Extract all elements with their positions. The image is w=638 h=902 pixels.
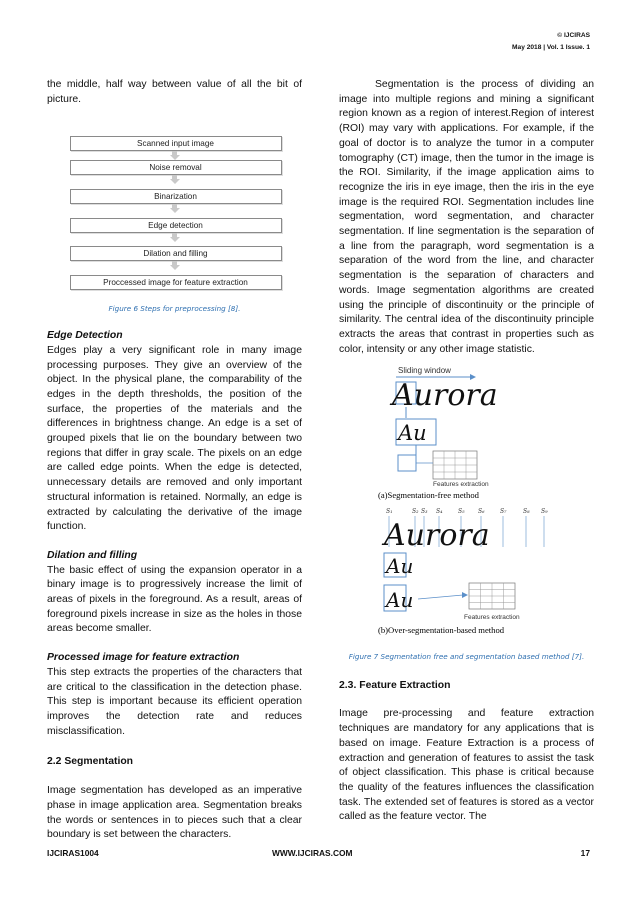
flow-arrow-icon [170, 151, 180, 160]
intro-paragraph: the middle, half way between value of all the bit of picture. [47, 79, 302, 105]
arrow-head-icon [462, 592, 468, 598]
page-header [512, 30, 590, 54]
edge-detection-heading: Edge Detection [47, 330, 123, 342]
segment-piece-2: Au [385, 588, 413, 613]
processed-paragraph: This step extracts the properties of the characters that are critical to the classification in the detection phase. This step is important because its efficient operation improves the detection rate and reduces misclassification. [47, 666, 302, 737]
flow-step-dilation: Dilation and filling [70, 246, 282, 261]
grid-connector [418, 595, 463, 599]
segmentation-paragraph: Segmentation is the process of dividing an image into multiple regions and mining a significant region known as a region of interest.Region of interest (ROI) may vary with applications. For example, if the goal of doctor is to analyze the tumor in a computer tomography (CT) image, then the tumor in the image is the ROI. Similarity, if the image application aims to recognize the iris in eye image, then the iris in the eye image is the required ROI. Segmentation includes line segmentation, word segmentation, and character segmentation. If line segmentation is the separation of a line from the paragraph, word segmentation is a separation of the word from the line, and character segmentation is the separation of characters and words. Image segmentation algorithms are created using the principle of discontinuity or the principle of similarity. The central idea of the discontinuity principle extracts the areas that contrast in properties such as color, intensity or any other image statistic. [339, 79, 594, 355]
segmentation-free-label: (a)Segmentation-free method [377, 490, 479, 501]
sliding-window-label: Sliding window [397, 366, 451, 376]
handwritten-word-a: Aurora [391, 378, 498, 414]
flow-arrow-icon [170, 261, 180, 270]
flow-step-scanned: Scanned input image [70, 136, 282, 151]
svg-text:S₇: S₇ [499, 508, 507, 516]
flow-arrow-icon [170, 175, 180, 184]
edge-detection-paragraph: Edges play a very significant role in many image processing purposes. They give an overview of the object. In the physical plane, the comparability of the edges in the depth thresholds, the position of the surface, the properties of the materials and the differences in brightness change. An edge is a set of grouped pixels that lie on the boundary between two regions that differ in gray scale. The pixels on an edge are called edge points. When the edge is detected, unnecessary details are removed and only important structural information is retained. Normally, an edge is extracted by calculating the derivative of the image function. [47, 344, 302, 533]
svg-text:S₂: S₂ [411, 508, 419, 516]
figure7-caption: Figure 7 Segmentation free and segmentation based method [7]. [348, 652, 585, 662]
footer-id: IJCIRAS1004 [47, 848, 99, 858]
preprocessing-flowchart [70, 136, 280, 298]
svg-text:S₁: S₁ [385, 508, 393, 516]
processed-heading: Processed image for feature extraction [47, 652, 240, 664]
window-small-box [398, 455, 416, 471]
figure7 [378, 363, 556, 647]
svg-text:S₄: S₄ [435, 508, 443, 516]
handwritten-word-b: Aurora [383, 518, 490, 554]
feature-grid-b [469, 583, 515, 609]
svg-text:S₉: S₉ [540, 508, 548, 516]
segmentation-heading: 2.2 Segmentation [47, 756, 134, 768]
right-column [339, 78, 594, 825]
segment-markers [386, 508, 548, 515]
window-crop-text: Au [397, 421, 427, 446]
flow-arrow-icon [170, 233, 180, 242]
feature-extraction-paragraph: Image pre-processing and feature extraction techniques are mandatory for any applications that is based on image. Feature Extraction is a process of extraction and generation of features to assist the task of object classification. This phase is critical because the quality of the features influences the classification task. The extended set of features is stored as a vector called as the feature vector. The [339, 708, 594, 823]
feature-extraction-heading: 2.3. Feature Extraction [339, 679, 451, 691]
feature-grid-a [433, 451, 477, 479]
flow-arrow-icon [170, 204, 180, 213]
header-issue: May 2018 | Vol. 1 Issue. 1 [512, 44, 590, 51]
svg-text:S₅: S₅ [457, 508, 465, 516]
flow-step-processed: Proccessed image for feature extraction [70, 275, 282, 290]
footer-page-number: 17 [580, 848, 590, 858]
flow-step-edge: Edge detection [70, 218, 282, 233]
features-extraction-label-b: Features extraction [463, 614, 520, 622]
footer-website: WWW.IJCIRAS.COM [272, 848, 353, 858]
flow-step-noise: Noise removal [70, 160, 282, 175]
features-extraction-label-a: Features extraction [432, 481, 489, 489]
figure7-illustration [378, 363, 556, 641]
segmentation-intro-paragraph: Image segmentation has developed as an imperative phase in image application area. Segmentation breaks the words or sentences in to pieces such that a clear boundary is set between the characters. [47, 785, 302, 841]
svg-text:S₃: S₃ [420, 508, 428, 516]
svg-text:S₆: S₆ [477, 508, 485, 516]
dilation-paragraph: The basic effect of using the expansion operator in a binary image is to progressively increase the limit of areas of pixels in the foreground. As a result, areas of foreground pixels increase in size as the holes in those areas become smaller. [47, 564, 302, 635]
over-segmentation-label: (b)Over-segmentation-based method [377, 625, 504, 636]
figure6-caption: Figure 6 Steps for preprocessing [8]. [108, 304, 241, 314]
header-copyright: © IJCIRAS [557, 32, 590, 39]
left-column [47, 78, 302, 843]
flow-step-binarization: Binarization [70, 189, 282, 204]
dilation-heading: Dilation and filling [47, 549, 138, 561]
segment-piece-1: Au [385, 554, 413, 579]
svg-text:S₈: S₈ [522, 508, 530, 516]
